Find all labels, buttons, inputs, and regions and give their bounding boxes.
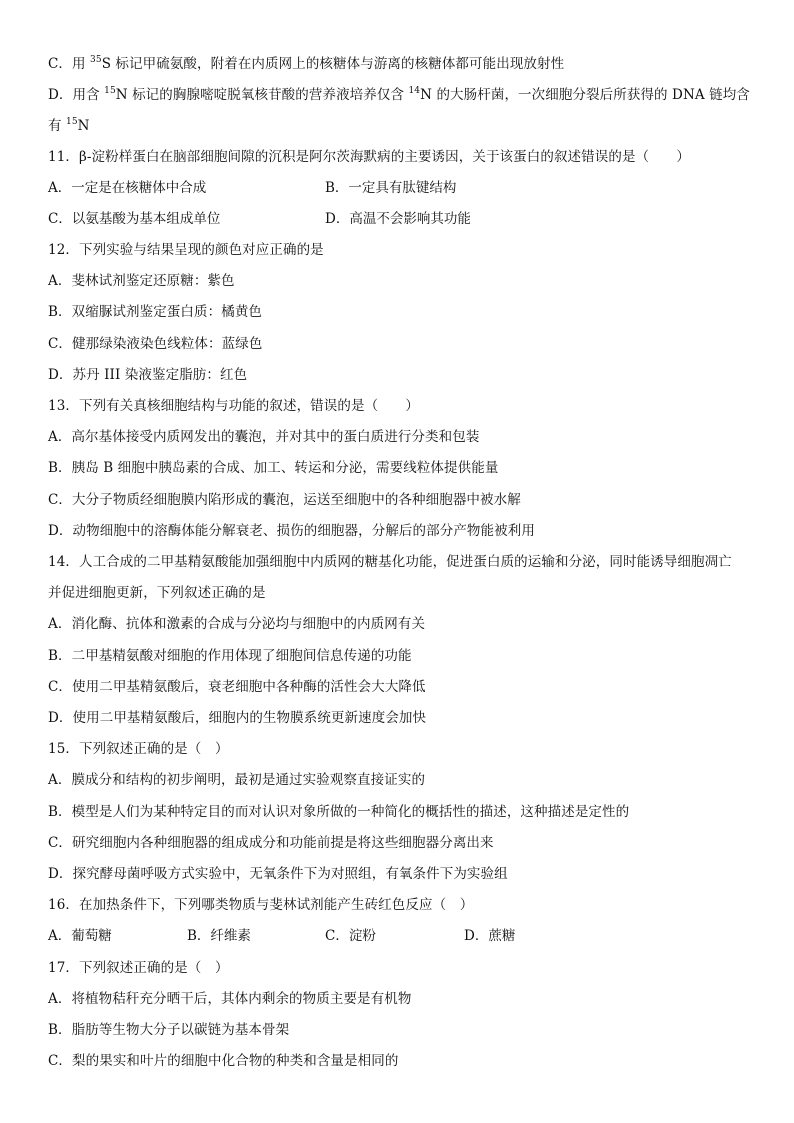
q14-stem-line1: 14．人工合成的二甲基精氨酸能加强细胞中内质网的糖基化功能，促进蛋白质的运输和分泌，同时能诱导细胞凋亡 [48, 554, 732, 570]
q17-stem: 17．下列叙述正确的是（ ） [48, 960, 229, 976]
q11-stem: 11．β-淀粉样蛋白在脑部细胞间隙的沉积是阿尔茨海默病的主要诱因，关于该蛋白的叙述错误的是（ ） [48, 149, 690, 165]
q14-option-c: C．使用二甲基精氨酸后，衰老细胞中各种酶的活性会大大降低 [48, 679, 426, 695]
q14-option-d: D．使用二甲基精氨酸后，细胞内的生物膜系统更新速度会加快 [48, 710, 427, 726]
q12-option-a: A．斐林试剂鉴定还原糖：紫色 [48, 273, 235, 289]
q12-option-b: B．双缩脲试剂鉴定蛋白质：橘黄色 [48, 304, 263, 320]
q15-option-d: D．探究酵母菌呼吸方式实验中，无氧条件下为对照组，有氧条件下为实验组 [48, 866, 508, 882]
q15-option-c: C．研究细胞内各种细胞器的组成成分和功能前提是将这些细胞器分离出来 [48, 835, 494, 851]
q14-option-a: A．消化酶、抗体和激素的合成与分泌均与细胞中的内质网有关 [48, 616, 426, 632]
q16-option-a: A．葡萄糖 [48, 928, 112, 944]
q12-stem: 12．下列实验与结果呈现的颜色对应正确的是 [48, 242, 324, 258]
q12-option-c: C．健那绿染液染色线粒体：蓝绿色 [48, 336, 263, 352]
q17-option-b: B．脂肪等生物大分子以碳链为基本骨架 [48, 1022, 290, 1038]
q17-option-c: C．梨的果实和叶片的细胞中化合物的种类和含量是相同的 [48, 1053, 399, 1069]
q15-option-a: A．膜成分和结构的初步阐明，最初是通过实验观察直接证实的 [48, 772, 426, 788]
q13-option-d: D．动物细胞中的溶酶体能分解衰老、损伤的细胞器，分解后的部分产物能被利用 [48, 523, 535, 539]
q16-option-c: C．淀粉 [325, 928, 376, 944]
q15-option-b: B．模型是人们为某种特定目的而对认识对象所做的一种简化的概括性的描述，这种描述是定性的 [48, 804, 630, 820]
q14-stem-line2: 并促进细胞更新，下列叙述正确的是 [48, 585, 266, 601]
q13-option-a: A．高尔基体接受内质网发出的囊泡，并对其中的蛋白质进行分类和包装 [48, 429, 480, 445]
q12-option-d: D．苏丹 III 染液鉴定脂肪：红色 [48, 367, 248, 383]
q11-option-d: D．高温不会影响其功能 [325, 211, 471, 227]
q16-stem: 16．在加热条件下，下列哪类物质与斐林试剂能产生砖红色反应（ ） [48, 897, 474, 913]
q11-option-b: B．一定具有肽键结构 [325, 180, 457, 196]
q13-option-b: B．胰岛 B 细胞中胰岛素的合成、加工、转运和分泌，需要线粒体提供能量 [48, 460, 499, 476]
q15-stem: 15．下列叙述正确的是（ ） [48, 741, 229, 757]
q14-option-b: B．二甲基精氨酸对细胞的作用体现了细胞间信息传递的功能 [48, 648, 412, 664]
q16-option-b: B．纤维素 [187, 928, 251, 944]
q10-option-d: D．用含 $^{15}$N 标记的胸腺嘧啶脱氧核苷酸的营养液培养仅含 $^{14}$N 的大肠杆菌，一次细胞分裂后所获得的 DNA 链均含 [48, 85, 750, 103]
q16-option-d: D．蔗糖 [464, 928, 516, 944]
q11-option-c: C．以氨基酸为基本组成单位 [48, 211, 221, 227]
q11-option-a: A．一定是在核糖体中合成 [48, 180, 207, 196]
q13-option-c: C．大分子物质经细胞膜内陷形成的囊泡，运送至细胞中的各种细胞器中被水解 [48, 492, 521, 508]
q13-stem: 13．下列有关真核细胞结构与功能的叙述，错误的是（ ） [48, 398, 419, 414]
q10-option-d-cont: 有 $^{15}$N [48, 116, 90, 134]
q10-option-c: C．用 $^{35}$S 标记甲硫氨酸，附着在内质网上的核糖体与游离的核糖体都可能出现放射性 [48, 54, 565, 72]
q17-option-a: A．将植物秸秆充分晒干后，其体内剩余的物质主要是有机物 [48, 991, 412, 1007]
